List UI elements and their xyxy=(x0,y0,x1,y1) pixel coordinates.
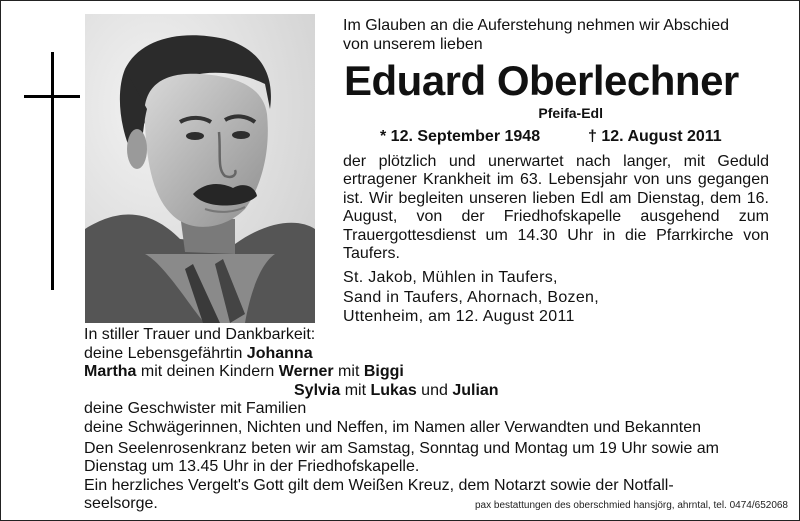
mourners-line: Martha mit deinen Kindern Werner mit Biggi xyxy=(84,363,404,381)
places-block xyxy=(343,268,783,327)
life-dates xyxy=(380,128,740,146)
rosary-line: Den Seelenrosenkranz beten wir am Samstag, Sonntag und Montag um 19 Uhr sowie am xyxy=(84,439,720,457)
intro-line: Im Glauben an die Auferstehung nehmen wir Abschied xyxy=(343,17,730,34)
rosary-line: Dienstag um 13.45 Uhr in der Friedhofskapelle. xyxy=(84,458,420,476)
mourners-line: deine Schwägerinnen, Nichten und Neffen, im Namen aller Verwandten und Bekannten xyxy=(84,418,701,436)
mourners-line: deine Lebensgefährtin Johanna xyxy=(84,344,313,362)
obituary-body: der plötzlich und unerwartet nach langer, mit Geduld ertragener Krankheit im 63. Lebensjahr von uns gegangen ist. Wir begleiten unseren lieben Edl am Dienstag, dem 16. August, von der Friedhofskapelle ausgehend zum Trauergottesdienst um 14.30 Uhr in die Pfarrkirche von Taufers. xyxy=(343,153,769,263)
thanks-line: Ein herzliches Vergelt's Gott gilt dem Weißen Kreuz, dem Notarzt sowie der Notfall- xyxy=(84,476,674,494)
places-line: Uttenheim, am 12. August 2011 xyxy=(343,308,575,325)
mourners-block xyxy=(84,326,784,514)
thanks-line: seelsorge. xyxy=(84,495,158,513)
mourners-line: deine Geschwister mit Familien xyxy=(84,400,307,418)
birth-date: * 12. September 1948 xyxy=(380,128,541,145)
funeral-home-footer: pax bestattungen des oberschmied hansjörg, ahrntal, tel. 0474/652068 xyxy=(475,500,788,511)
places-line: Sand in Taufers, Ahornach, Bozen, xyxy=(343,288,599,306)
intro-line: von unserem lieben xyxy=(343,36,483,53)
death-date: † 12. August 2011 xyxy=(588,128,722,145)
mourners-heading: In stiller Trauer und Dankbarkeit: xyxy=(84,326,316,343)
nickname: Pfeifa-Edl xyxy=(538,105,603,121)
places-line: St. Jakob, Mühlen in Taufers, xyxy=(343,269,558,286)
deceased-name: Eduard Oberlechner xyxy=(344,57,739,104)
portrait-photo xyxy=(85,14,315,323)
intro-text xyxy=(343,16,783,54)
mourners-line: Sylvia mit Lukas und Julian xyxy=(294,381,499,399)
